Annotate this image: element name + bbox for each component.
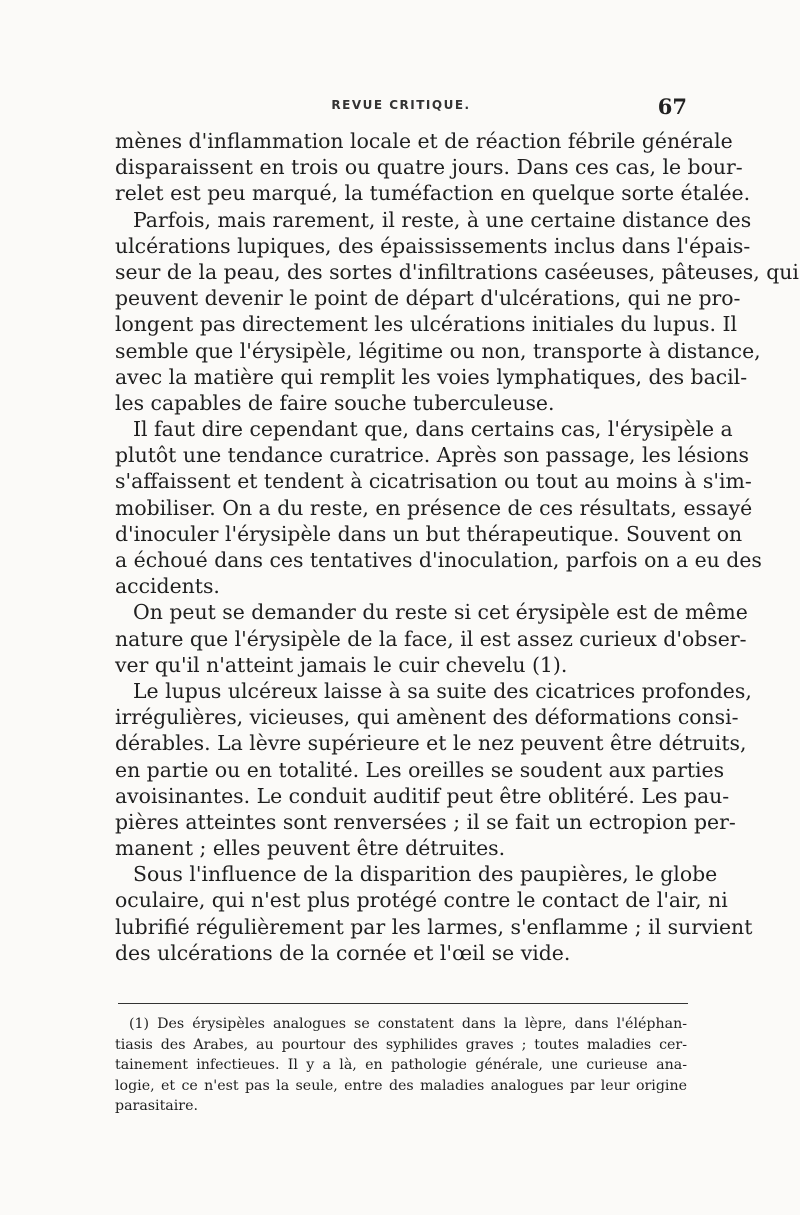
footnote-line: logie, et ce n'est pas la seule, entre des maladies analogues par leur origine	[115, 1077, 687, 1094]
text-line: nature que l'érysipèle de la face, il est assez curieux d'obser-	[115, 626, 747, 651]
text-line: pières atteintes sont renversées ; il se fait un ectropion per-	[115, 809, 736, 834]
paragraph-start-line: Parfois, mais rarement, il reste, à une certaine distance des	[133, 207, 752, 232]
footnote-line: (1) Des érysipèles analogues se constatent dans la lèpre, dans l'éléphan-	[129, 1016, 687, 1032]
text-line: disparaissent en trois ou quatre jours. Dans ces cas, le bour-	[115, 155, 743, 180]
text-line: mènes d'inflammation locale et de réaction fébrile générale	[115, 129, 733, 153]
text-line: accidents.	[115, 574, 220, 599]
text-line: ulcérations lupiques, des épaississements inclus dans l'épais-	[115, 233, 751, 258]
text-line: mobiliser. On a du reste, en présence de ces résultats, essayé	[115, 495, 753, 520]
footnote-line: tiasis des Arabes, au pourtour des syphilides graves ; toutes maladies cer-	[115, 1036, 687, 1053]
text-line: s'affaissent et tendent à cicatrisation ou tout au moins à s'im-	[115, 469, 752, 494]
text-line: ver qu'il n'atteint jamais le cuir chevelu (1).	[115, 652, 568, 677]
text-line: des ulcérations de la cornée et l'œil se vide.	[115, 940, 571, 965]
text-line: oculaire, qui n'est plus protégé contre le contact de l'air, ni	[115, 888, 728, 913]
text-line: en partie ou en totalité. Les oreilles se soudent aux parties	[115, 757, 725, 782]
text-line: peuvent devenir le point de départ d'ulcérations, qui ne pro-	[115, 286, 741, 311]
text-line: d'inoculer l'érysipèle dans un but thérapeutique. Souvent on	[115, 521, 743, 546]
text-line: les capables de faire souche tuberculeuse.	[115, 390, 555, 415]
text-line: longent pas directement les ulcérations initiales du lupus. Il	[115, 312, 738, 337]
body-text	[115, 128, 799, 966]
paragraph-start-line: Il faut dire cependant que, dans certains cas, l'érysipèle a	[133, 417, 733, 442]
text-line: relet est peu marqué, la tuméfaction en quelque sorte étalée.	[115, 181, 751, 206]
text-line: irrégulières, vicieuses, qui amènent des déformations consi-	[115, 705, 739, 730]
page-header	[115, 94, 687, 124]
running-title: REVUE CRITIQUE.	[331, 98, 471, 112]
footnotes	[115, 1014, 687, 1117]
text-line: lubrifié régulièrement par les larmes, s'enflamme ; il survient	[115, 914, 753, 939]
paragraph-start-line: Sous l'influence de la disparition des paupières, le globe	[133, 862, 718, 887]
paragraph-start-line: On peut se demander du reste si cet érysipèle est de même	[133, 600, 748, 625]
text-line: avoisinantes. Le conduit auditif peut être oblitéré. Les pau-	[115, 783, 730, 808]
text-line: seur de la peau, des sortes d'infiltrations caséeuses, pâteuses, qui	[115, 259, 799, 284]
paragraph-start-line: Le lupus ulcéreux laisse à sa suite des cicatrices profondes,	[133, 678, 752, 703]
text-line: manent ; elles peuvent être détruites.	[115, 836, 506, 861]
page-number: 67	[657, 94, 687, 119]
footnote-line: tainement infectieues. Il y a là, en pathologie générale, une curieuse ana-	[115, 1057, 687, 1073]
text-line: plutôt une tendance curatrice. Après son passage, les lésions	[115, 443, 749, 468]
footnote-separator	[118, 1003, 688, 1004]
text-line: a échoué dans ces tentatives d'inoculation, parfois on a eu des	[115, 548, 762, 572]
text-line: dérables. La lèvre supérieure et le nez peuvent être détruits,	[115, 731, 747, 756]
text-line: semble que l'érysipèle, légitime ou non, transporte à distance,	[115, 338, 761, 363]
footnote-line: parasitaire.	[115, 1098, 198, 1114]
text-line: avec la matière qui remplit les voies lymphatiques, des bacil-	[115, 364, 748, 389]
